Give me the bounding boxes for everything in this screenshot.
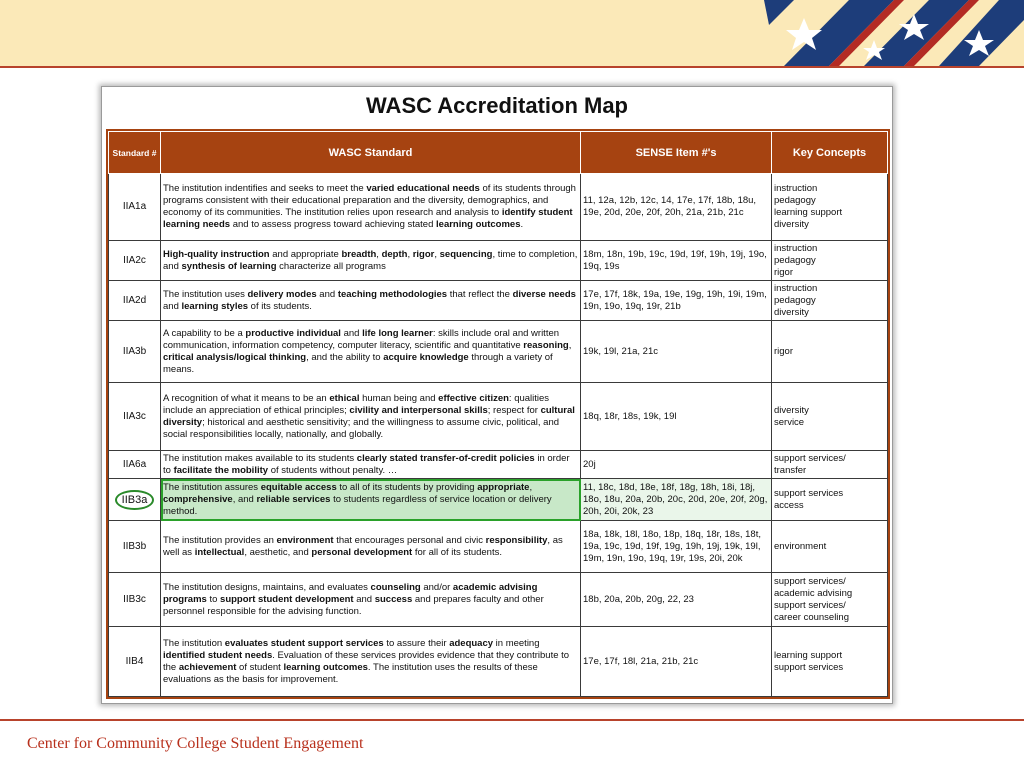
- standard-code: IIA6a: [109, 451, 161, 479]
- sense-items: 19k, 19l, 21a, 21c: [581, 321, 772, 383]
- header-rule: [0, 66, 1024, 68]
- sense-items: 17e, 17f, 18l, 21a, 21b, 21c: [581, 627, 772, 697]
- sense-items: 11, 18c, 18d, 18e, 18f, 18g, 18h, 18i, 18j, 18o, 18u, 20a, 20b, 20c, 20d, 20e, 20f, 20g, 20h, 20i, 20k, 23: [581, 479, 772, 521]
- highlight-circle: IIB3a: [115, 490, 155, 510]
- standard-description: The institution makes available to its students clearly stated transfer-of-credit policies in order to facilitate the mobility of students without penalty. …: [161, 451, 581, 479]
- standard-description: A recognition of what it means to be an ethical human being and effective citizen: qualities include an appreciation of ethical principles; civility and interpersonal skills; respect for cultural diversity; historical and aesthetic sensitivity; and the willingness to assume civic, political, and social responsibilities locally, nationally, and globally.: [161, 383, 581, 451]
- header-wasc-standard: WASC Standard: [161, 132, 581, 174]
- standard-code: IIB3b: [109, 521, 161, 573]
- sense-items: 18q, 18r, 18s, 19k, 19l: [581, 383, 772, 451]
- sense-items: 11, 12a, 12b, 12c, 14, 17e, 17f, 18b, 18u, 19e, 20d, 20e, 20f, 20h, 21a, 21b, 21c: [581, 174, 772, 241]
- table-row: [109, 383, 888, 451]
- table-header-row: [109, 132, 888, 174]
- key-concepts: support services/ transfer: [772, 451, 888, 479]
- key-concepts: instruction pedagogy learning support diversity: [772, 174, 888, 241]
- footer-rule: [0, 719, 1024, 721]
- standard-description: A capability to be a productive individual and life long learner: skills include oral and written communication, information competency, computer literacy, scientific and quantitative reasoning, critical analysis/logical thinking, and the ability to acquire knowledge through a variety of means.: [161, 321, 581, 383]
- stars-stripes-graphic: [754, 0, 1024, 66]
- table-row: [109, 521, 888, 573]
- sense-items: 17e, 17f, 18k, 19a, 19e, 19g, 19h, 19i, 19m, 19n, 19o, 19q, 19r, 21b: [581, 281, 772, 321]
- standard-code: [109, 479, 161, 521]
- header-sense-items: SENSE Item #'s: [581, 132, 772, 174]
- standard-description: High-quality instruction and appropriate breadth, depth, rigor, sequencing, time to completion, and synthesis of learning characterize all programs: [161, 241, 581, 281]
- key-concepts: instruction pedagogy rigor: [772, 241, 888, 281]
- key-concepts: support services access: [772, 479, 888, 521]
- table-row: [109, 479, 888, 521]
- table-row: [109, 627, 888, 697]
- table-row: [109, 451, 888, 479]
- standard-code: IIA1a: [109, 174, 161, 241]
- key-concepts: diversity service: [772, 383, 888, 451]
- standard-code: IIB4: [109, 627, 161, 697]
- key-concepts: instruction pedagogy diversity: [772, 281, 888, 321]
- sense-items: 18m, 18n, 19b, 19c, 19d, 19f, 19h, 19j, 19o, 19q, 19s: [581, 241, 772, 281]
- standard-description: The institution indentifies and seeks to meet the varied educational needs of its students through programs consistent with their educational preparation and the diversity, demographics, and economy of its communities. The institution relies upon research and analysis to identify student learning needs and to assess progress toward achieving stated learning outcomes.: [161, 174, 581, 241]
- table-row: [109, 241, 888, 281]
- standard-code: IIB3c: [109, 573, 161, 627]
- standard-description: The institution provides an environment that encourages personal and civic responsibility, as well as intellectual, aesthetic, and personal development for all of its students.: [161, 521, 581, 573]
- table-row: [109, 281, 888, 321]
- key-concepts: environment: [772, 521, 888, 573]
- key-concepts: learning support support services: [772, 627, 888, 697]
- key-concepts: support services/ academic advising support services/ career counseling: [772, 573, 888, 627]
- table-row: [109, 573, 888, 627]
- standard-code: IIA3b: [109, 321, 161, 383]
- footer-organization: Center for Community College Student Engagement: [27, 735, 364, 752]
- sense-items: 20j: [581, 451, 772, 479]
- standard-description: The institution designs, maintains, and evaluates counseling and/or academic advising programs to support student development and success and prepares faculty and other personnel responsible for the advising function.: [161, 573, 581, 627]
- table-row: [109, 321, 888, 383]
- standard-code: IIA3c: [109, 383, 161, 451]
- accreditation-map-document: [101, 86, 893, 704]
- standard-code: IIA2d: [109, 281, 161, 321]
- standard-description: The institution uses delivery modes and teaching methodologies that reflect the diverse needs and learning styles of its students.: [161, 281, 581, 321]
- table-row: [109, 174, 888, 241]
- header-key-concepts: Key Concepts: [772, 132, 888, 174]
- accreditation-table: [108, 131, 888, 697]
- standard-description: The institution assures equitable access to all of its students by providing appropriate, comprehensive, and reliable services to students regardless of service location or delivery method.: [161, 479, 581, 521]
- standard-description: The institution evaluates student support services to assure their adequacy in meeting identified student needs. Evaluation of these services provides evidence that they contribute to the achievement of student learning outcomes. The institution uses the results of these evaluations as the basis for improvement.: [161, 627, 581, 697]
- key-concepts: rigor: [772, 321, 888, 383]
- standard-code: IIA2c: [109, 241, 161, 281]
- document-title: WASC Accreditation Map: [366, 93, 628, 118]
- sense-items: 18b, 20a, 20b, 20g, 22, 23: [581, 573, 772, 627]
- header-standard-number: Standard #: [109, 132, 161, 174]
- sense-items: 18a, 18k, 18l, 18o, 18p, 18q, 18r, 18s, 18t, 19a, 19c, 19d, 19f, 19g, 19h, 19j, 19k, 19l, 19m, 19n, 19o, 19q, 19r, 19s, 20i, 20k: [581, 521, 772, 573]
